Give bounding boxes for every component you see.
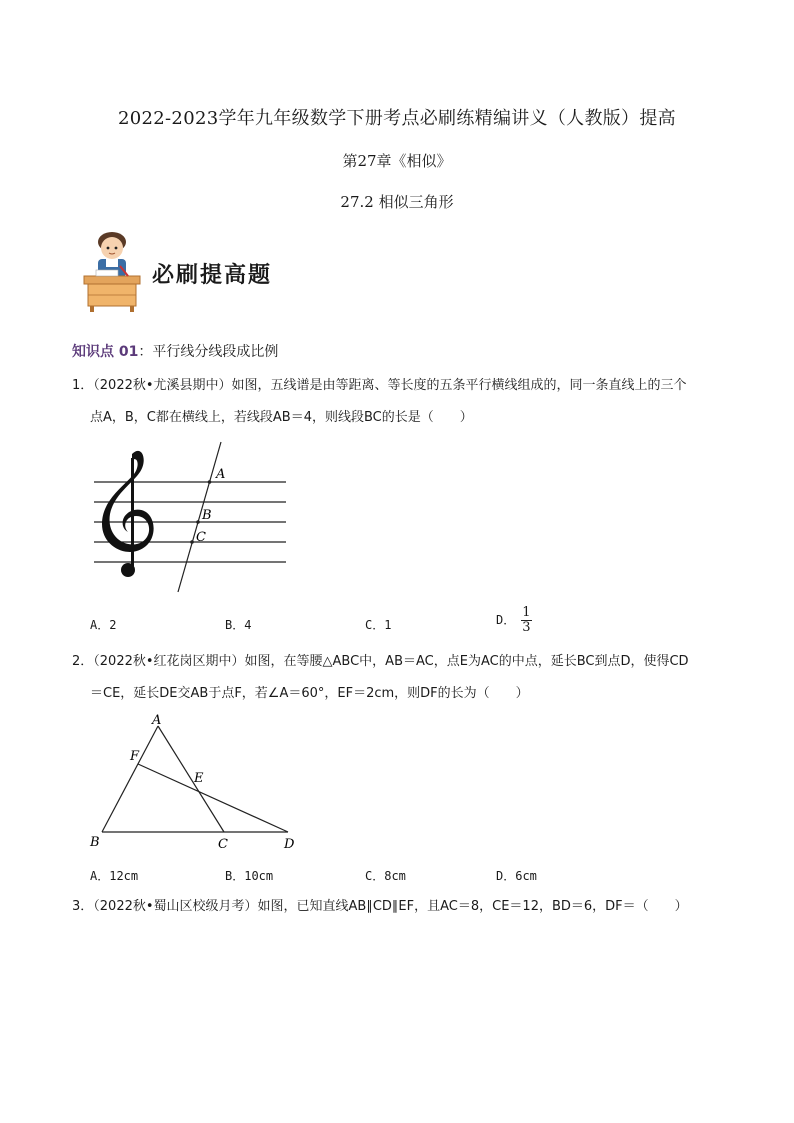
question-3 [72, 891, 732, 923]
label-B: B [90, 835, 100, 850]
label-C: C [196, 530, 206, 545]
question-2 [72, 646, 732, 710]
question-1-line-2: 点A，B，C都在横线上，若线段AB＝4，则线段BC的长是（ ） [90, 410, 473, 425]
q2-option-c[interactable]: C．8cm [365, 869, 406, 883]
q1-option-d[interactable] [496, 606, 532, 635]
knowledge-point-text: 平行线分线段成比例 [152, 344, 279, 360]
fraction-denominator: 3 [522, 620, 531, 635]
student-at-desk-illustration [76, 226, 148, 314]
label-B: B [202, 508, 212, 523]
q2-option-b[interactable]: B．10cm [225, 869, 274, 883]
question-3-line-1: 3．（2022秋•蜀山区校级月考）如图，已知直线AB∥CD∥EF，且AC＝8，CE＝12，BD＝6，DF＝（ ） [72, 899, 688, 914]
fraction-numerator: 1 [522, 605, 531, 620]
treble-clef-icon [102, 451, 154, 577]
segment-DF [138, 764, 288, 832]
label-D: D [284, 837, 295, 852]
transversal-line [178, 442, 221, 592]
question-2-triangle-figure [84, 708, 314, 853]
question-1 [72, 370, 732, 434]
question-1-line-1: 1．（2022秋•尤溪县期中）如图，五线谱是由等距离、等长度的五条平行横线组成的，同一条直线上的三个 [72, 378, 687, 393]
chapter-title: 第27章《相似》 [342, 152, 452, 170]
question-2-line-2: ＝CE，延长DE交AB于点F，若∠A＝60°，EF＝2cm，则DF的长为（ ） [90, 686, 529, 701]
segment-AC [158, 726, 224, 832]
q2-option-a[interactable]: A．12cm [90, 869, 139, 883]
q1-option-c[interactable]: C．1 [365, 618, 392, 632]
q1-option-d-prefix: D． [496, 613, 516, 627]
segment-AB [102, 726, 158, 832]
q1-option-d-fraction [521, 606, 531, 635]
section-title: 27.2 相似三角形 [340, 193, 454, 211]
question-2-line-1: 2．（2022秋•红花岗区期中）如图，在等腰△ABC中，AB＝AC，点E为AC的中点，延长BC到点D，使得CD [72, 654, 689, 669]
q1-option-a[interactable]: A．2 [90, 618, 117, 632]
label-F: F [130, 749, 140, 764]
knowledge-point-separator: ： [138, 344, 153, 360]
knowledge-point-label: 知识点 01 [72, 344, 139, 360]
banner-title: 必刷提高题 [152, 263, 273, 288]
banner [76, 226, 306, 316]
point-C [190, 540, 194, 544]
point-A [208, 480, 212, 484]
label-E: E [194, 771, 204, 786]
document-title: 2022-2023学年九年级数学下册考点必刷练精编讲义（人教版）提高 [118, 108, 676, 129]
point-B [196, 520, 200, 524]
question-1-staff-figure [88, 438, 298, 598]
label-A: A [216, 467, 226, 482]
q1-option-b[interactable]: B．4 [225, 618, 252, 632]
q2-option-d[interactable]: D．6cm [496, 869, 537, 883]
label-A: A [152, 713, 162, 728]
knowledge-point-heading [72, 341, 278, 361]
label-C: C [218, 837, 228, 852]
